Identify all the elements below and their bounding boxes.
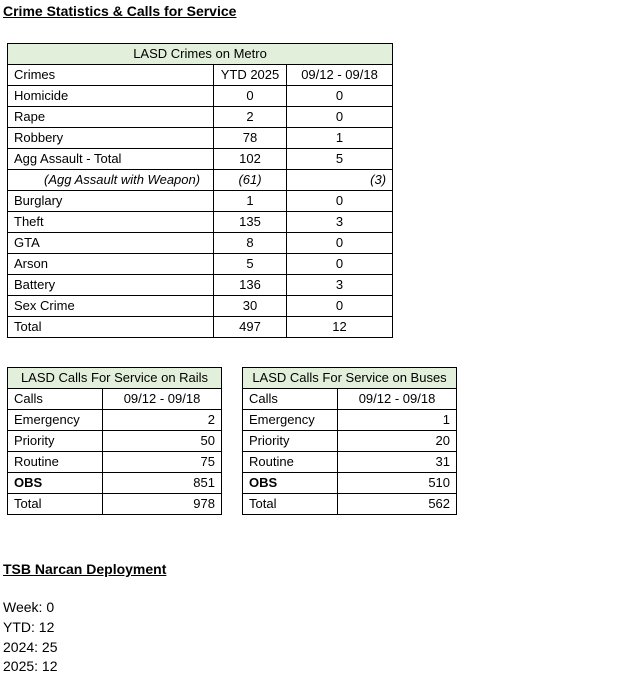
week-value: 5 — [287, 149, 393, 170]
column-header: Crimes — [8, 65, 214, 86]
column-header: Calls — [8, 389, 103, 410]
ytd-value: (61) — [214, 170, 287, 191]
buses-table-header-row — [243, 389, 457, 410]
row-value: 50 — [103, 431, 222, 452]
row-label: Emergency — [8, 410, 103, 431]
ytd-value: 102 — [214, 149, 287, 170]
row-label: Routine — [8, 452, 103, 473]
table-row — [8, 473, 222, 494]
row-label: (Agg Assault with Weapon) — [8, 170, 214, 191]
narcan-ytd: YTD: 12 — [3, 619, 55, 635]
row-label: Agg Assault - Total — [8, 149, 214, 170]
week-value: 0 — [287, 233, 393, 254]
row-value: 31 — [338, 452, 457, 473]
row-label: Priority — [8, 431, 103, 452]
row-label: Battery — [8, 275, 214, 296]
table-row — [8, 494, 222, 515]
crimes-table — [7, 43, 393, 338]
table-row — [243, 473, 457, 494]
narcan-week: Week: 0 — [3, 599, 55, 615]
row-label: OBS — [243, 473, 338, 494]
table-row — [8, 317, 393, 338]
week-value: 3 — [287, 212, 393, 233]
ytd-value: 5 — [214, 254, 287, 275]
ytd-value: 78 — [214, 128, 287, 149]
column-header: YTD 2025 — [214, 65, 287, 86]
table-row — [8, 191, 393, 212]
column-header: 09/12 - 09/18 — [338, 389, 457, 410]
rails-calls-table — [7, 367, 222, 515]
row-label: Arson — [8, 254, 214, 275]
ytd-value: 1 — [214, 191, 287, 212]
ytd-value: 30 — [214, 296, 287, 317]
narcan-title: TSB Narcan Deployment — [3, 561, 167, 577]
table-row — [8, 86, 393, 107]
ytd-value: 136 — [214, 275, 287, 296]
row-label: Routine — [243, 452, 338, 473]
table-row — [8, 128, 393, 149]
rails-table-header-row — [8, 389, 222, 410]
week-value: 0 — [287, 107, 393, 128]
row-label: OBS — [8, 473, 103, 494]
week-value: 0 — [287, 254, 393, 275]
row-label: Robbery — [8, 128, 214, 149]
table-row — [8, 212, 393, 233]
table-row — [8, 410, 222, 431]
ytd-value: 135 — [214, 212, 287, 233]
row-label: Total — [8, 494, 103, 515]
ytd-value: 8 — [214, 233, 287, 254]
table-row — [8, 233, 393, 254]
table-row — [243, 494, 457, 515]
row-label: Total — [8, 317, 214, 338]
buses-calls-table — [242, 367, 457, 515]
row-value: 851 — [103, 473, 222, 494]
narcan-2024: 2024: 25 — [3, 639, 58, 655]
table-row — [8, 170, 393, 191]
row-value: 562 — [338, 494, 457, 515]
page-title: Crime Statistics & Calls for Service — [3, 3, 237, 19]
week-value: 1 — [287, 128, 393, 149]
row-label: GTA — [8, 233, 214, 254]
ytd-value: 497 — [214, 317, 287, 338]
row-value: 1 — [338, 410, 457, 431]
column-header: 09/12 - 09/18 — [103, 389, 222, 410]
ytd-value: 0 — [214, 86, 287, 107]
table-row — [243, 452, 457, 473]
rails-table-title: LASD Calls For Service on Rails — [8, 368, 222, 389]
narcan-2025: 2025: 12 — [3, 658, 58, 674]
row-label: Homicide — [8, 86, 214, 107]
table-row — [243, 431, 457, 452]
crimes-table-title: LASD Crimes on Metro — [8, 44, 393, 65]
row-value: 2 — [103, 410, 222, 431]
row-label: Rape — [8, 107, 214, 128]
table-row — [8, 107, 393, 128]
table-row — [243, 410, 457, 431]
row-label: Sex Crime — [8, 296, 214, 317]
row-label: Total — [243, 494, 338, 515]
buses-table-title: LASD Calls For Service on Buses — [243, 368, 457, 389]
table-row — [8, 149, 393, 170]
row-value: 20 — [338, 431, 457, 452]
row-label: Priority — [243, 431, 338, 452]
row-value: 75 — [103, 452, 222, 473]
row-value: 510 — [338, 473, 457, 494]
week-value: 0 — [287, 296, 393, 317]
table-row — [8, 431, 222, 452]
row-label: Theft — [8, 212, 214, 233]
week-value: 3 — [287, 275, 393, 296]
column-header: 09/12 - 09/18 — [287, 65, 393, 86]
week-value: 0 — [287, 86, 393, 107]
week-value: 12 — [287, 317, 393, 338]
table-row — [8, 275, 393, 296]
row-label: Burglary — [8, 191, 214, 212]
table-row — [8, 452, 222, 473]
table-row — [8, 254, 393, 275]
row-label: Emergency — [243, 410, 338, 431]
column-header: Calls — [243, 389, 338, 410]
crimes-table-header-row — [8, 65, 393, 86]
row-value: 978 — [103, 494, 222, 515]
week-value: 0 — [287, 191, 393, 212]
week-value: (3) — [287, 170, 393, 191]
ytd-value: 2 — [214, 107, 287, 128]
table-row — [8, 296, 393, 317]
